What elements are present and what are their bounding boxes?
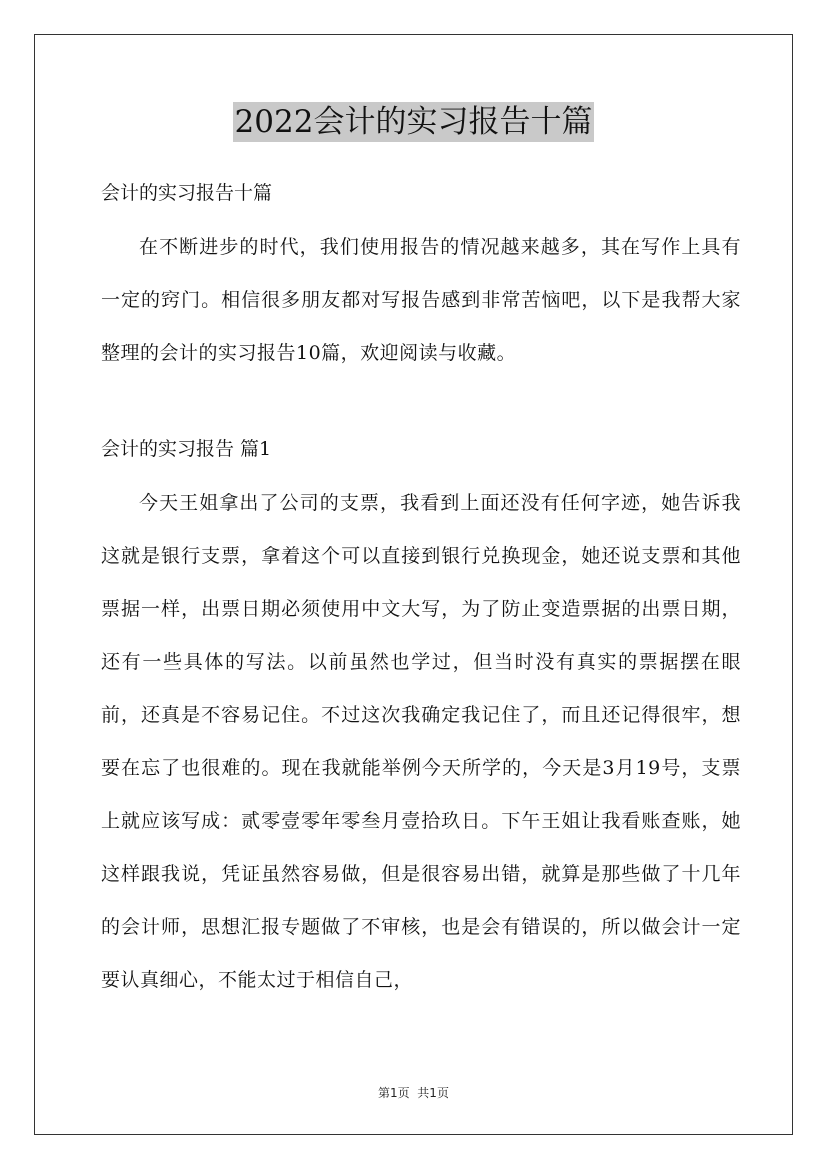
section-paragraph: 今天王姐拿出了公司的支票，我看到上面还没有任何字迹，她告诉我这就是银行支票，拿着这个可以直接到银行兑换现金，她还说支票和其他票据一样，出票日期必须使用中文大写，为了防止变造票据的出票日期，还有一些具体的写法。以前虽然也学过，但当时没有真实的票据摆在眼前，还真是不容易记住。不过这次我确定我记住了，而且还记得很牢，想要在忘了也很难的。现在我就能举例今天所学的，今天是3月19号，支票上就应该写成：贰零壹零年零叁月壹拾玖日。下午王姐让我看账查账，她这样跟我说，凭证虽然容易做，但是很容易出错，就算是那些做了十几年的会计师，思想汇报专题做了不审核，也是会有错误的，所以做会计一定要认真细心，不能太过于相信自己，: [101, 492, 741, 991]
document-subtitle: 会计的实习报告十篇: [101, 182, 273, 204]
document-body: [101, 168, 741, 1007]
page-footer: 第1页 共1页: [378, 1086, 449, 1100]
section-heading: 会计的实习报告 篇1: [101, 438, 272, 460]
intro-paragraph: 在不断进步的时代，我们使用报告的情况越来越多，其在写作上具有一定的窍门。相信很多朋友都对写报告感到非常苦恼吧，以下是我帮大家整理的会计的实习报告10篇，欢迎阅读与收藏。: [101, 236, 741, 364]
document-title: 2022会计的实习报告十篇: [234, 104, 593, 140]
title-container: [0, 102, 827, 142]
